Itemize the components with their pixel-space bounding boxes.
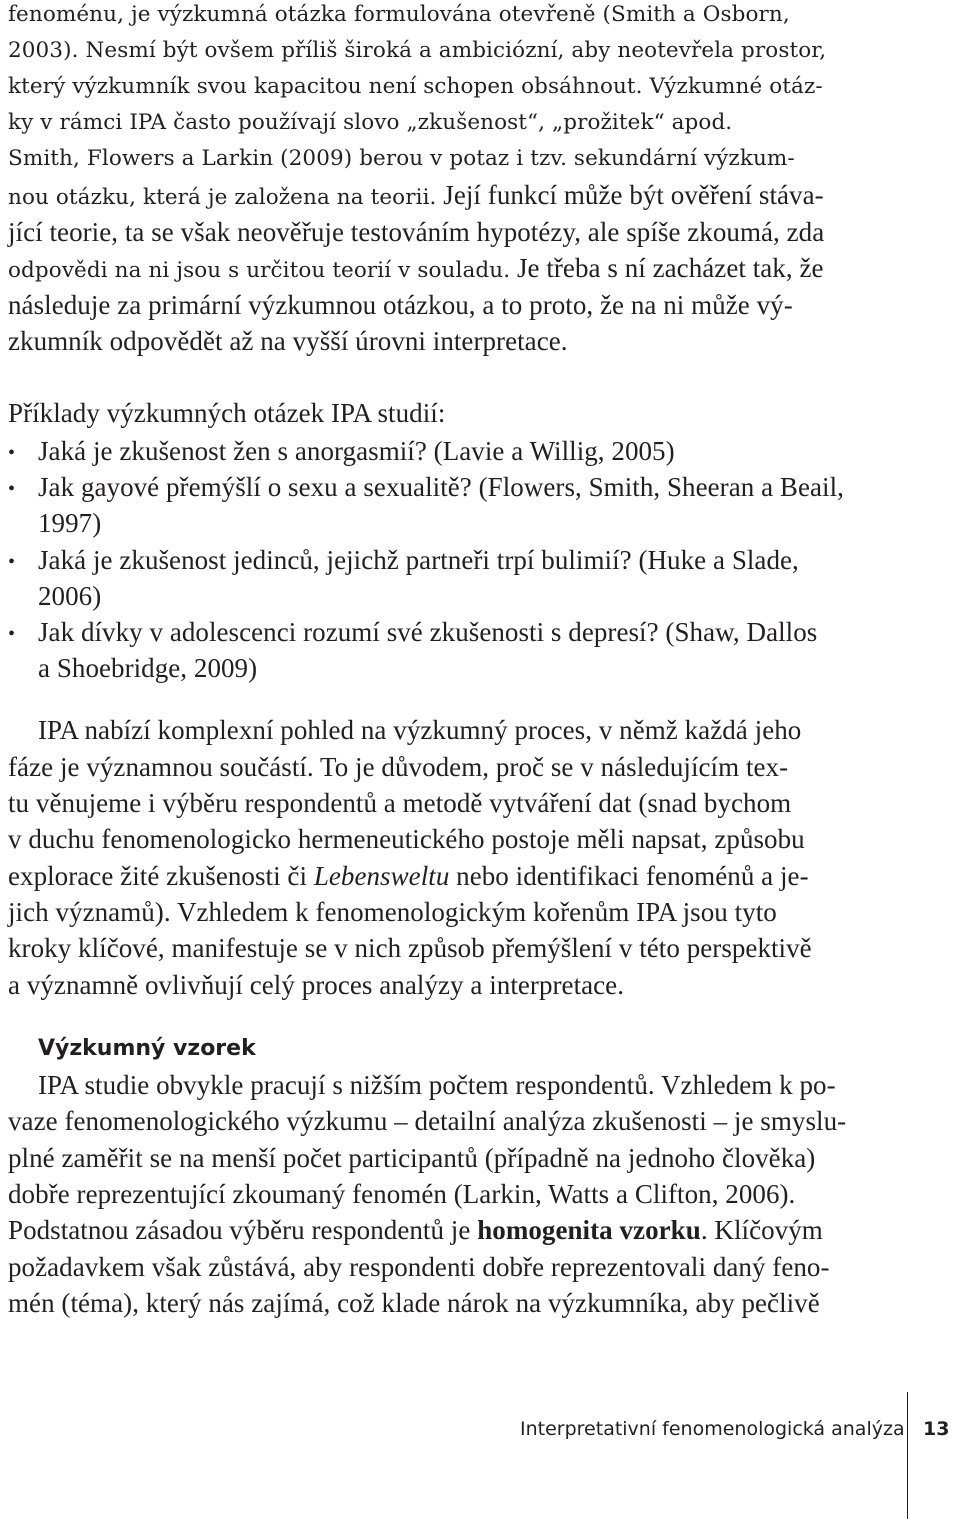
italic-term: Lebensweltu xyxy=(313,861,450,891)
page-number: 13 xyxy=(923,1418,950,1440)
list-item: Jak gayové přemýšlí o sexu a sexualitě? (Flowers, Smith, Sheeran a Beail, xyxy=(38,472,844,502)
bullet-icon: • xyxy=(8,478,16,500)
examples-intro: Příklady výzkumných otázek IPA studií: xyxy=(8,398,446,428)
paragraph-line: 2003). Nesmí být ovšem příliš široká a ambiciózní, aby neotevřela prostor, xyxy=(8,38,827,63)
footer-divider xyxy=(907,1392,908,1519)
paragraph-text: nebo identifikaci fenoménů a je- xyxy=(449,861,809,891)
bullet-icon: • xyxy=(8,623,16,645)
paragraph-line: IPA nabízí komplexní pohled na výzkumný proces, v němž každá jeho xyxy=(38,715,802,745)
paragraph-line xyxy=(8,180,824,213)
paragraph-line: dobře reprezentující zkoumaný fenomén (Larkin, Watts a Clifton, 2006). xyxy=(8,1179,796,1209)
bold-term: homogenita vzorku xyxy=(477,1215,701,1245)
paragraph-text: Podstatnou zásadou výběru respondentů je xyxy=(8,1215,478,1245)
paragraph-text: Je třeba s ní zacházet tak, že xyxy=(510,253,824,283)
list-item-continuation: 2006) xyxy=(38,581,102,611)
paragraph-line: plné zaměřit se na menší počet participantů (případně na jednoho člověka) xyxy=(8,1143,816,1173)
paragraph-line: v duchu fenomenologicko hermeneutického postoje měli napsat, způsobu xyxy=(8,824,805,854)
paragraph-line: vaze fenomenologického výzkumu – detailní analýza zkušenosti – je smyslu- xyxy=(8,1106,847,1136)
paragraph-line: IPA studie obvykle pracují s nižším počtem respondentů. Vzhledem k po- xyxy=(38,1070,836,1100)
paragraph-line: jich významů). Vzhledem k fenomenologickým kořenům IPA jsou tyto xyxy=(8,897,777,927)
paragraph-text: nou otázku, která je založena na teorii. xyxy=(8,185,437,210)
list-item: Jaká je zkušenost jedinců, jejichž partneři trpí bulimií? (Huke a Slade, xyxy=(38,545,799,575)
paragraph-line: který výzkumník svou kapacitou není schopen obsáhnout. Výzkumné otáz- xyxy=(8,74,823,99)
paragraph-text: Její funkcí může být ověření stáva- xyxy=(436,180,824,210)
bullet-icon: • xyxy=(8,442,16,464)
paragraph-line xyxy=(8,1215,823,1245)
paragraph-line: požadavkem však zůstává, aby respondenti dobře reprezentovali daný feno- xyxy=(8,1252,830,1282)
paragraph-line: mén (téma), který nás zajímá, což klade nárok na výzkumníka, aby pečlivě xyxy=(8,1288,820,1318)
paragraph-line: kroky klíčové, manifestuje se v nich způsob přemýšlení v této perspektivě xyxy=(8,933,812,963)
list-item: Jak dívky v adolescenci rozumí své zkušenosti s depresí? (Shaw, Dallos xyxy=(38,617,818,647)
list-item: Jaká je zkušenost žen s anorgasmií? (Lavie a Willig, 2005) xyxy=(38,436,675,466)
paragraph-text: odpovědi na ni jsou s určitou teorií v souladu. xyxy=(8,258,511,283)
paragraph-line: zkumník odpovědět až na vyšší úrovni interpretace. xyxy=(8,326,568,356)
list-item-continuation: 1997) xyxy=(38,508,102,538)
paragraph-line: a významně ovlivňují celý proces analýzy a interpretace. xyxy=(8,970,625,1000)
bullet-icon: • xyxy=(8,551,16,573)
section-heading: Výzkumný vzorek xyxy=(38,1036,256,1061)
paragraph-line: ky v rámci IPA často používají slovo „zkušenost“, „prožitek“ apod. xyxy=(8,110,733,135)
paragraph-line: Smith, Flowers a Larkin (2009) berou v potaz i tzv. sekundární výzkum- xyxy=(8,146,795,171)
paragraph-line: jící teorie, ta se však neověřuje testováním hypotézy, ale spíše zkoumá, zda xyxy=(8,217,825,247)
paragraph-text: explorace žité zkušenosti či xyxy=(8,861,314,891)
paragraph-line: fenoménu, je výzkumná otázka formulována otevřeně (Smith a Osborn, xyxy=(8,2,790,27)
paragraph-text: . Klíčovým xyxy=(700,1215,823,1245)
running-footer-title: Interpretativní fenomenologická analýza xyxy=(520,1418,905,1440)
list-item-continuation: a Shoebridge, 2009) xyxy=(38,653,258,683)
paragraph-line xyxy=(8,861,809,891)
paragraph-line: následuje za primární výzkumnou otázkou, a to proto, že na ni může vý- xyxy=(8,290,793,320)
paragraph-line: tu věnujeme i výběru respondentů a metodě vytváření dat (snad bychom xyxy=(8,788,792,818)
paragraph-line xyxy=(8,253,824,286)
paragraph-line: fáze je významnou součástí. To je důvodem, proč se v následujícím tex- xyxy=(8,752,789,782)
